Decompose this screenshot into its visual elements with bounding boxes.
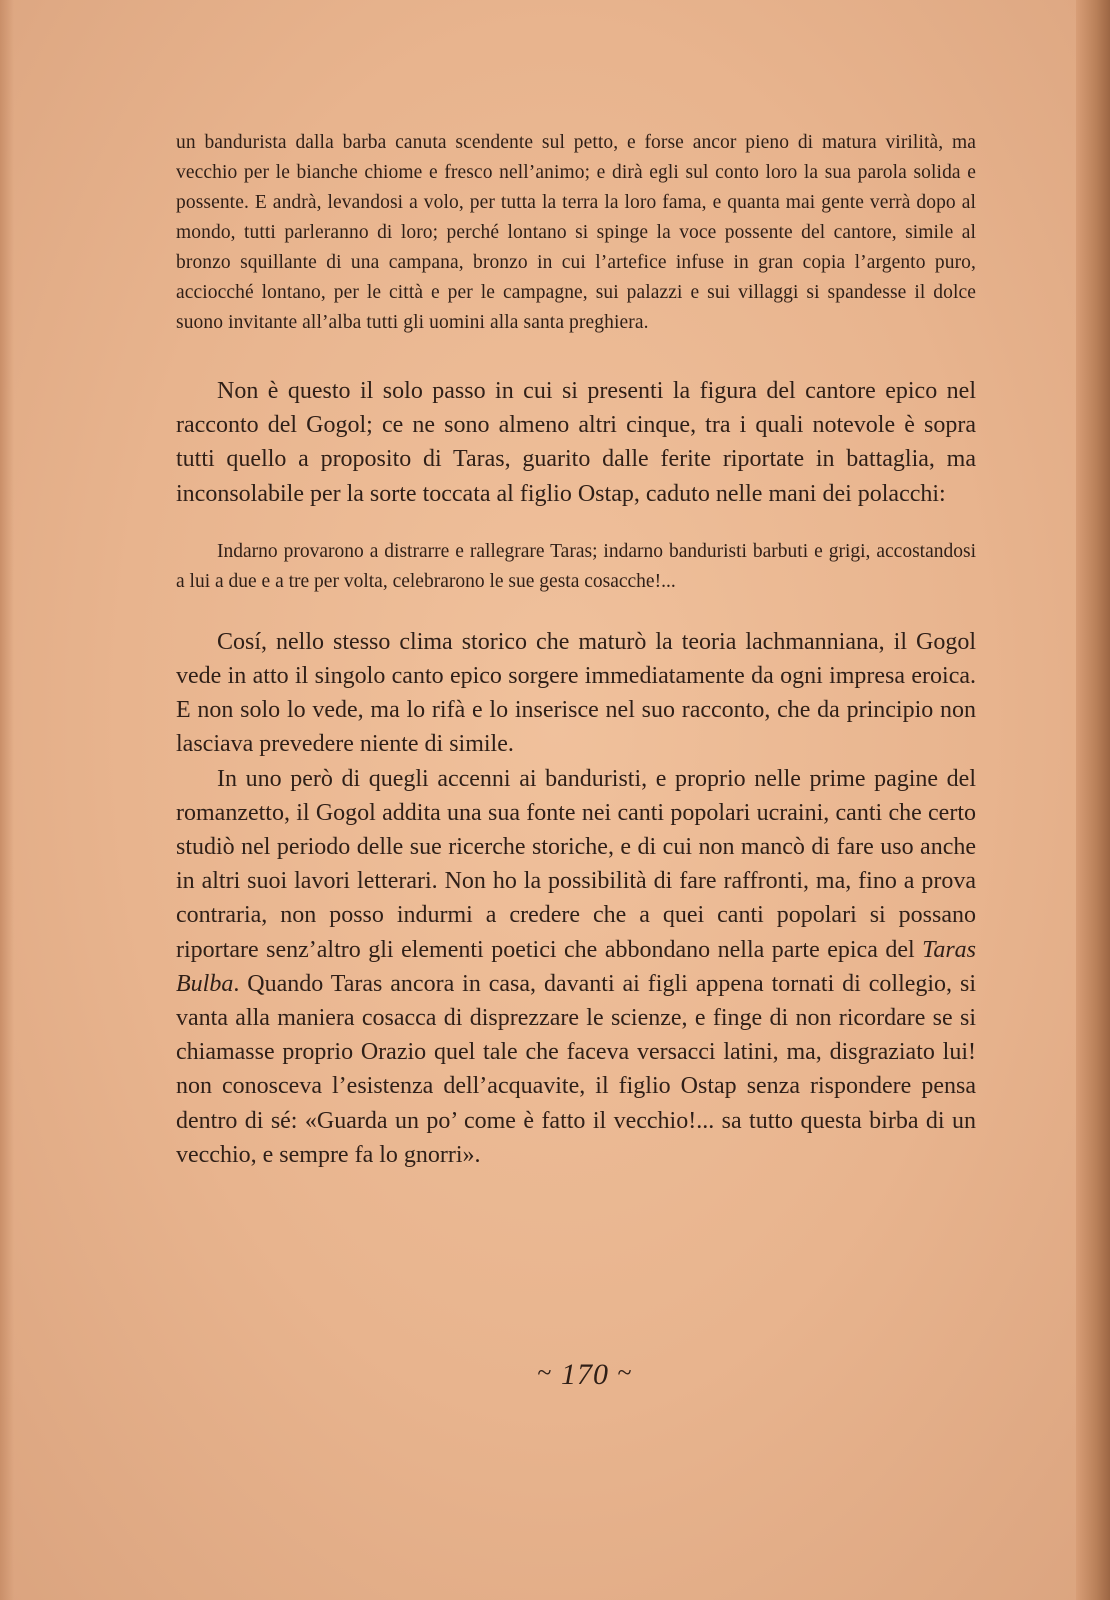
paragraph-2-text: Non è questo il solo passo in cui si presenti la figura del cantore epico nel racconto del Gogol; ce ne sono almeno altri cinque, tra i quali notevole è sopra tutti quello a proposito di Taras, guarito dalle ferite riportate in battaglia, ma inconsolabile per la sorte toccata al figlio Ostap, caduto nelle mani dei polacchi: (176, 378, 976, 507)
block-quote: Indarno provarono a distrarre e rallegrare Taras; indarno banduristi barbuti e grigi, accostandosi a lui a due e a tre per volta, celebrarono le sue gesta cosacche!... (176, 540, 976, 592)
paragraph-4-text-before: In uno però di quegli accenni ai banduristi, e proprio nelle prime pagine del romanzetto, il Gogol addita una sua fonte nei canti popolari ucraini, canti che certo studiò nel periodo delle sue ricerche storiche, e di cui non mancò di fare uso anche in altri suoi lavori letterari. Non ho la possibilità di fare raffronti, ma, fino a prova contraria, non posso indurmi a credere che a quei canti popolari si possano riportare senz’altro gli elementi poetici che abbondano nella parte epica del (176, 765, 976, 963)
page-body (176, 128, 976, 1172)
paragraph-1: un bandurista dalla barba canuta scendente sul petto, e forse ancor pieno di matura virilità, ma vecchio per le bianche chiome e fresco nell’animo; e dirà egli sul conto loro la sua parola solida e possente. E andrà, levandosi a volo, per tutta la terra la loro fama, e quanta mai gente verrà dopo al mondo, tutti parleranno di loro; perché lontano si spinge la voce possente del cantore, simile al bronzo squillante di una campana, bronzo in cui l’artefice infuse in gran copia l’argento puro, acciocché lontano, per le città e per le campagne, sui palazzi e sui villaggi si spandesse il dolce suono invitante all’alba tutti gli uomini alla santa preghiera. (176, 132, 976, 333)
paragraph-3 (176, 625, 976, 762)
page-number-right-ornament: ~ (617, 1358, 633, 1387)
paragraph-3-text: Cosí, nello stesso clima storico che maturò la teoria lachmanniana, il Gogol vede in atto il singolo canto epico sorgere immediatamente da ogni impresa eroica. E non solo lo vede, ma lo rifà e lo inserisce nel suo racconto, che da principio non lasciava prevedere niente di simile. (176, 628, 976, 758)
page-left-shadow (0, 0, 14, 1600)
page-right-edge (1076, 0, 1110, 1600)
page-number (500, 1358, 670, 1392)
page-number-left-ornament: ~ (537, 1358, 553, 1387)
paragraph-2 (176, 374, 976, 511)
paragraph-4 (176, 762, 976, 1172)
paragraph-4-text-after: . Quando Taras ancora in casa, davanti ai figli appena tornati di collegio, si vanta alla maniera cosacca di disprezzare le scienze, e finge di non ricordare se si chiamasse proprio Orazio quel tale che faceva versacci latini, ma, disgraziato lui! non conosceva l’esistenza dell’acquavite, il figlio Ostap senza rispondere pensa dentro di sé: «Guarda un po’ come è fatto il vecchio!... sa tutto questa birba di un vecchio, e sempre fa lo gnorri». (176, 970, 976, 1168)
page-number-value: 170 (561, 1358, 609, 1391)
book-title-taras-bulba: Taras Bulba (176, 936, 976, 997)
